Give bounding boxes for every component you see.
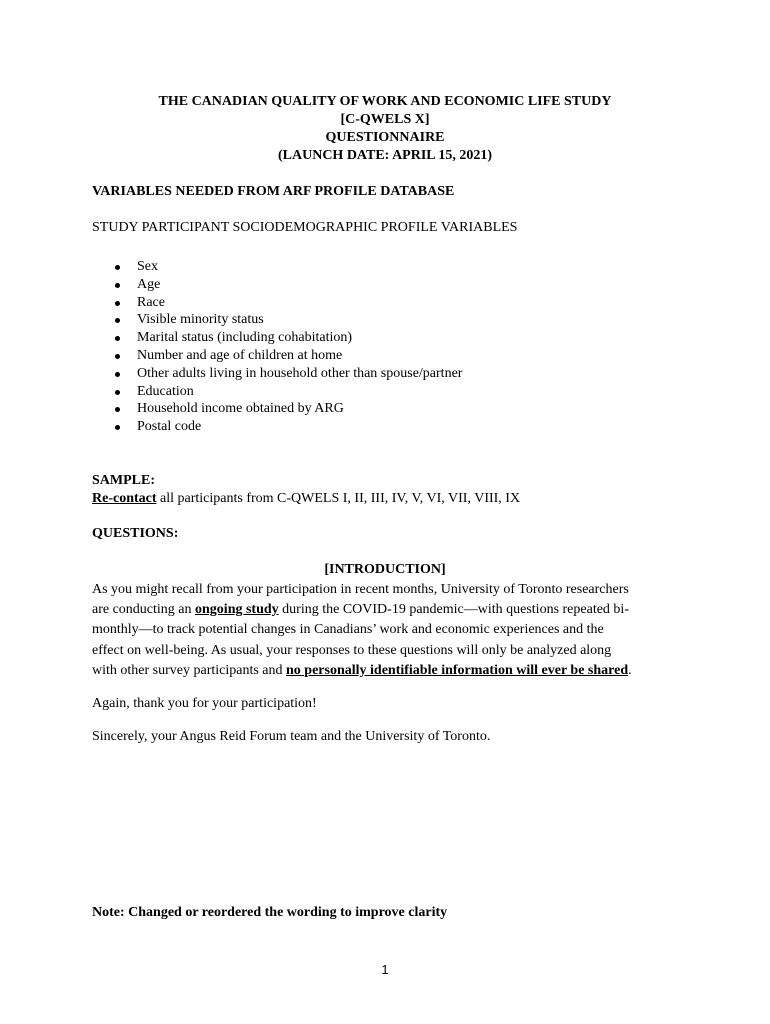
list-item: Other adults living in household other than spouse/partner: [112, 365, 462, 383]
intro-line-4: effect on well-being. As usual, your responses to these questions will only be analyzed along: [92, 642, 612, 658]
thanks-text: Again, thank you for your participation!: [92, 696, 317, 711]
title-line-2: [C-QWELS X]: [340, 112, 430, 127]
intro-line-5: [92, 661, 682, 681]
list-item: Marital status (including cohabitation): [112, 329, 462, 347]
note-text: Note: Changed or reordered the wording to improve clarity: [92, 905, 448, 920]
list-item: Postal code: [112, 418, 462, 436]
introduction-paragraph: [92, 580, 682, 681]
list-item: Education: [112, 383, 462, 401]
variables-heading: VARIABLES NEEDED FROM ARF PROFILE DATABASE: [92, 184, 455, 199]
ongoing-study-emphasis: ongoing study: [195, 602, 279, 618]
document-title: [92, 93, 678, 165]
page-number: 1: [381, 962, 389, 977]
title-line-3: QUESTIONNAIRE: [325, 130, 445, 145]
profile-variable-list: [112, 258, 462, 436]
intro-text: are conducting an: [92, 602, 196, 618]
sample-heading: SAMPLE:: [92, 473, 155, 488]
sample-text: [92, 490, 520, 508]
sample-rest: all participants from C-QWELS I, II, III, IV, V, VI, VII, VIII, IX: [156, 491, 521, 506]
profile-heading: STUDY PARTICIPANT SOCIODEMOGRAPHIC PROFILE VARIABLES: [92, 220, 518, 235]
intro-text: .: [628, 662, 632, 678]
signoff-text: Sincerely, your Angus Reid Forum team and the University of Toronto.: [92, 729, 491, 744]
list-item: Sex: [112, 258, 462, 276]
list-item: Age: [112, 276, 462, 294]
intro-line-2: [92, 600, 682, 620]
intro-text: during the COVID-19 pandemic—with questions repeated bi-: [278, 602, 629, 618]
title-line-1: THE CANADIAN QUALITY OF WORK AND ECONOMIC LIFE STUDY: [158, 94, 612, 109]
introduction-heading: [INTRODUCTION]: [324, 562, 446, 577]
no-pii-emphasis: no personally identifiable information will ever be shared: [286, 662, 629, 678]
intro-line-1: As you might recall from your participation in recent months, University of Toronto researchers: [92, 582, 629, 597]
list-item: Race: [112, 294, 462, 312]
list-item: Visible minority status: [112, 311, 462, 329]
title-line-4: (LAUNCH DATE: APRIL 15, 2021): [277, 148, 493, 163]
list-item: Household income obtained by ARG: [112, 400, 462, 418]
recontact-emphasis: Re-contact: [92, 491, 157, 506]
list-item: Number and age of children at home: [112, 347, 462, 365]
intro-line-3: monthly—to track potential changes in Canadians’ work and economic experiences and the: [92, 622, 604, 638]
intro-text: with other survey participants and: [92, 662, 287, 678]
questions-heading: QUESTIONS:: [92, 526, 179, 541]
